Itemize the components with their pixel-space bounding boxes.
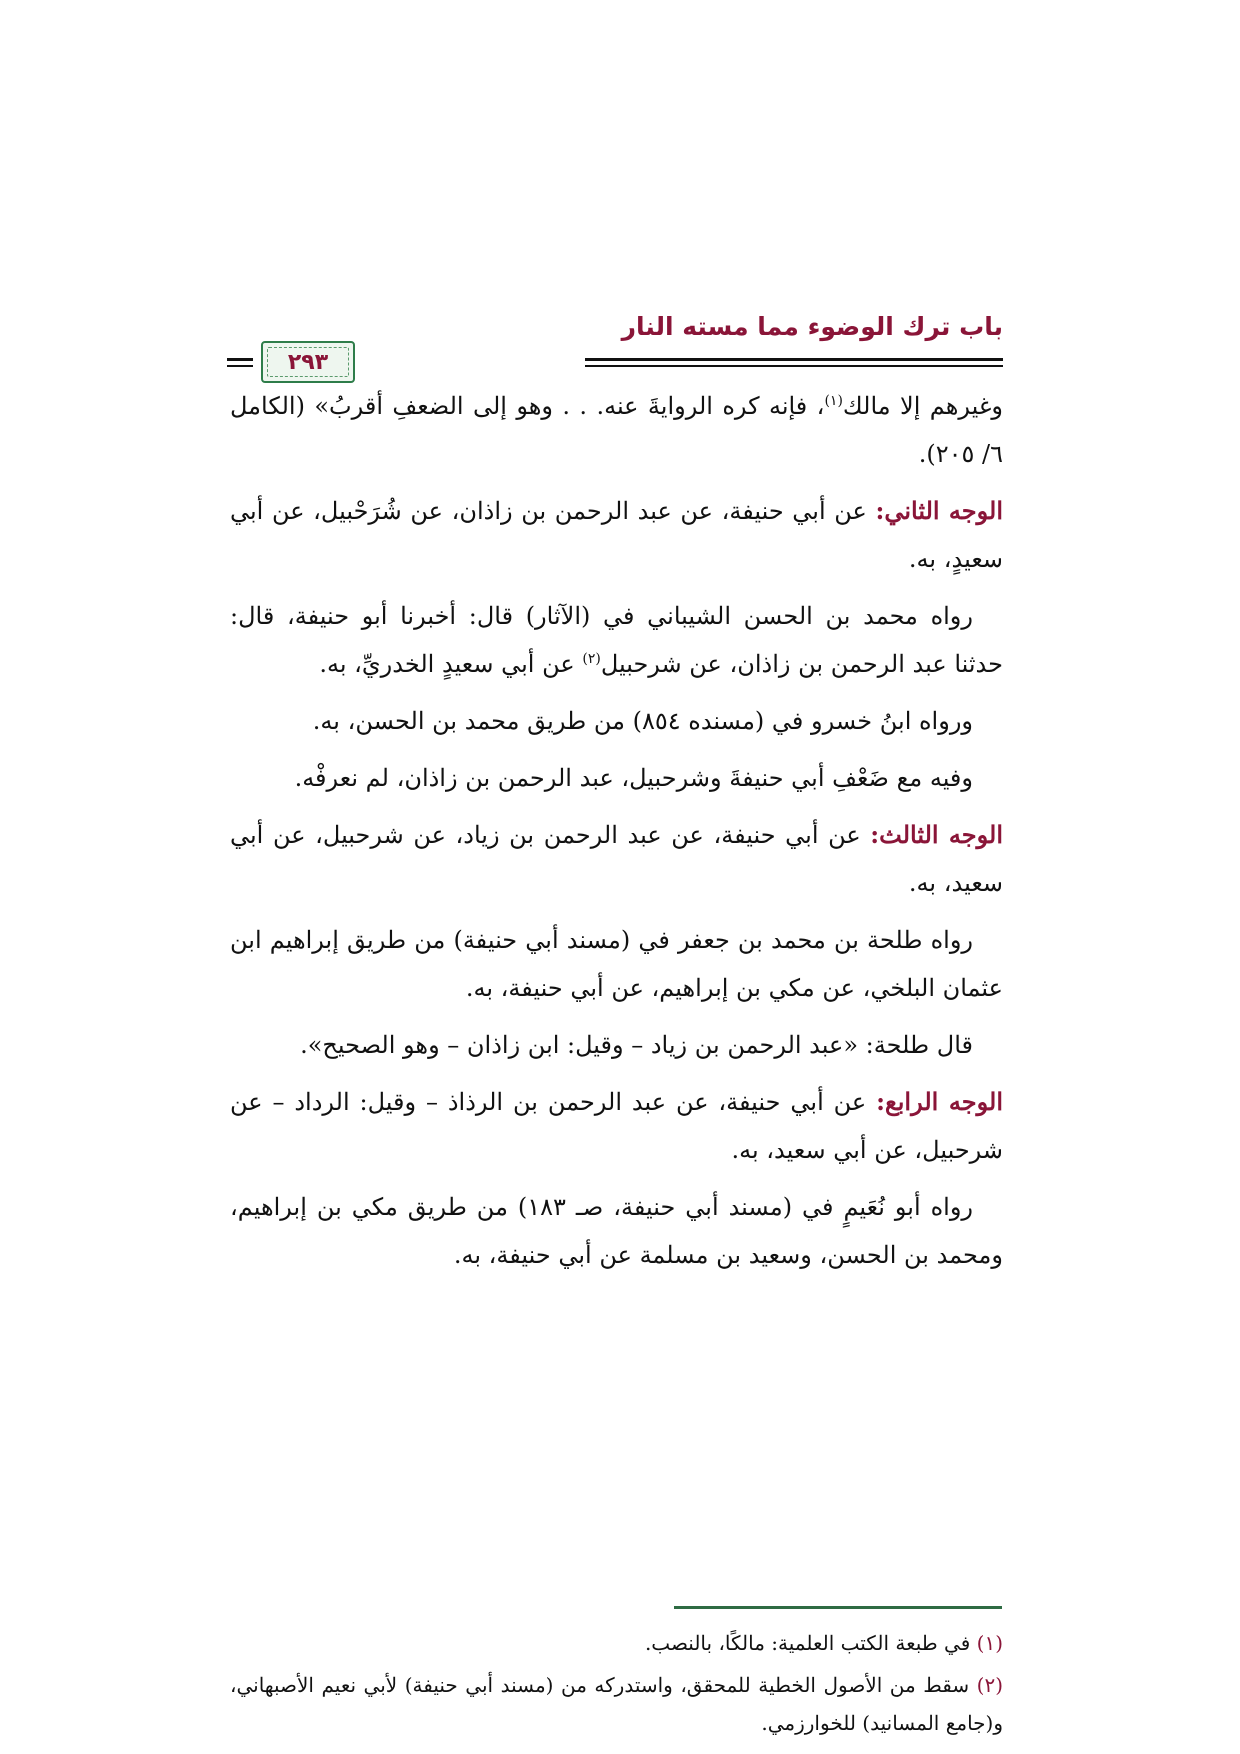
paragraph-text: وغيرهم إلا مالك: [842, 392, 1004, 420]
body-text: [230, 382, 1003, 1288]
section-label: الوجه الثاني:: [875, 496, 1003, 525]
paragraph: [230, 697, 1003, 745]
paragraph-text: قال طلحة: «عبد الرحمن بن زياد – وقيل: ابن زاذان – وهو الصحيح».: [300, 1031, 973, 1059]
page-header: [227, 312, 1003, 374]
paragraph: [230, 754, 1003, 802]
paragraph: [230, 811, 1003, 907]
paragraph-text: رواه طلحة بن محمد بن جعفر في (مسند أبي حنيفة) من طريق إبراهيم ابن عثمان البلخي، عن مكي بن إبراهيم، عن أبي حنيفة، به.: [230, 926, 1003, 1002]
paragraph: [230, 487, 1003, 583]
paragraph-text: وفيه مع ضَعْفِ أبي حنيفةَ وشرحبيل، عبد الرحمن بن زاذان، لم نعرفْه.: [294, 764, 973, 792]
paragraph: [230, 916, 1003, 1012]
paragraph: [230, 1021, 1003, 1069]
page-number: ٢٩٣: [287, 349, 329, 375]
footnote-text: في طبعة الكتب العلمية: مالكًا، بالنصب.: [644, 1631, 971, 1655]
paragraph: [230, 592, 1003, 688]
paragraph-text: عن أبي حنيفة، عن عبد الرحمن بن زاذان، عن شُرَحْبيل، عن أبي سعيدٍ، به.: [230, 497, 1003, 573]
page-number-badge: [261, 341, 355, 383]
paragraph-text: عن أبي سعيدٍ الخدريِّ، به.: [319, 650, 575, 678]
header-rule: [585, 365, 1003, 367]
header-rule: [227, 365, 253, 367]
footnote-ref[interactable]: (١): [824, 393, 843, 409]
paragraph-text: عن أبي حنيفة، عن عبد الرحمن بن زياد، عن شرحبيل، عن أبي سعيد، به.: [230, 821, 1003, 897]
chapter-title: باب ترك الوضوء مما مسته النار: [621, 312, 1003, 341]
header-rule: [585, 358, 1003, 361]
footnote-text: سقط من الأصول الخطية للمحقق، واستدركه من (مسند أبي حنيفة) لأبي نعيم الأصبهاني، و(جامع المسانيد) للخوارزمي.: [230, 1673, 1003, 1735]
paragraph-text: عن أبي حنيفة، عن عبد الرحمن بن الرذاذ – وقيل: الرداد – عن شرحبيل، عن أبي سعيد، به.: [230, 1088, 1003, 1164]
paragraph: [230, 1078, 1003, 1174]
paragraph: [230, 1183, 1003, 1279]
paragraph-text: ، فإنه كره الروايةَ عنه. . . وهو إلى الضعفِ أقربُ» (الكامل ٦/ ٢٠٥).: [230, 392, 1003, 468]
footnote: [230, 1666, 1003, 1742]
footnotes: [230, 1624, 1003, 1746]
footnote-ref[interactable]: (٢): [582, 651, 601, 667]
section-label: الوجه الثالث:: [870, 820, 1003, 849]
footnote-number: (٢): [976, 1673, 1004, 1697]
paragraph-text: ورواه ابنُ خسرو في (مسنده ٨٥٤) من طريق محمد بن الحسن، به.: [312, 707, 973, 735]
footnote-divider: [674, 1606, 1002, 1609]
header-rule: [227, 358, 253, 361]
paragraph-text: رواه أبو نُعَيمٍ في (مسند أبي حنيفة، صـ ١٨٣) من طريق مكي بن إبراهيم، ومحمد بن الحسن، وسعيد بن مسلمة عن أبي حنيفة، به.: [230, 1193, 1003, 1269]
paragraph-text: رواه محمد بن الحسن الشيباني في (الآثار) قال: أخبرنا أبو حنيفة، قال: حدثنا عبد الرحمن بن زاذان، عن شرحبيل: [230, 602, 1003, 678]
paragraph: [230, 382, 1003, 478]
footnote: [230, 1624, 1003, 1662]
section-label: الوجه الرابع:: [876, 1087, 1004, 1116]
footnote-number: (١): [976, 1631, 1003, 1655]
